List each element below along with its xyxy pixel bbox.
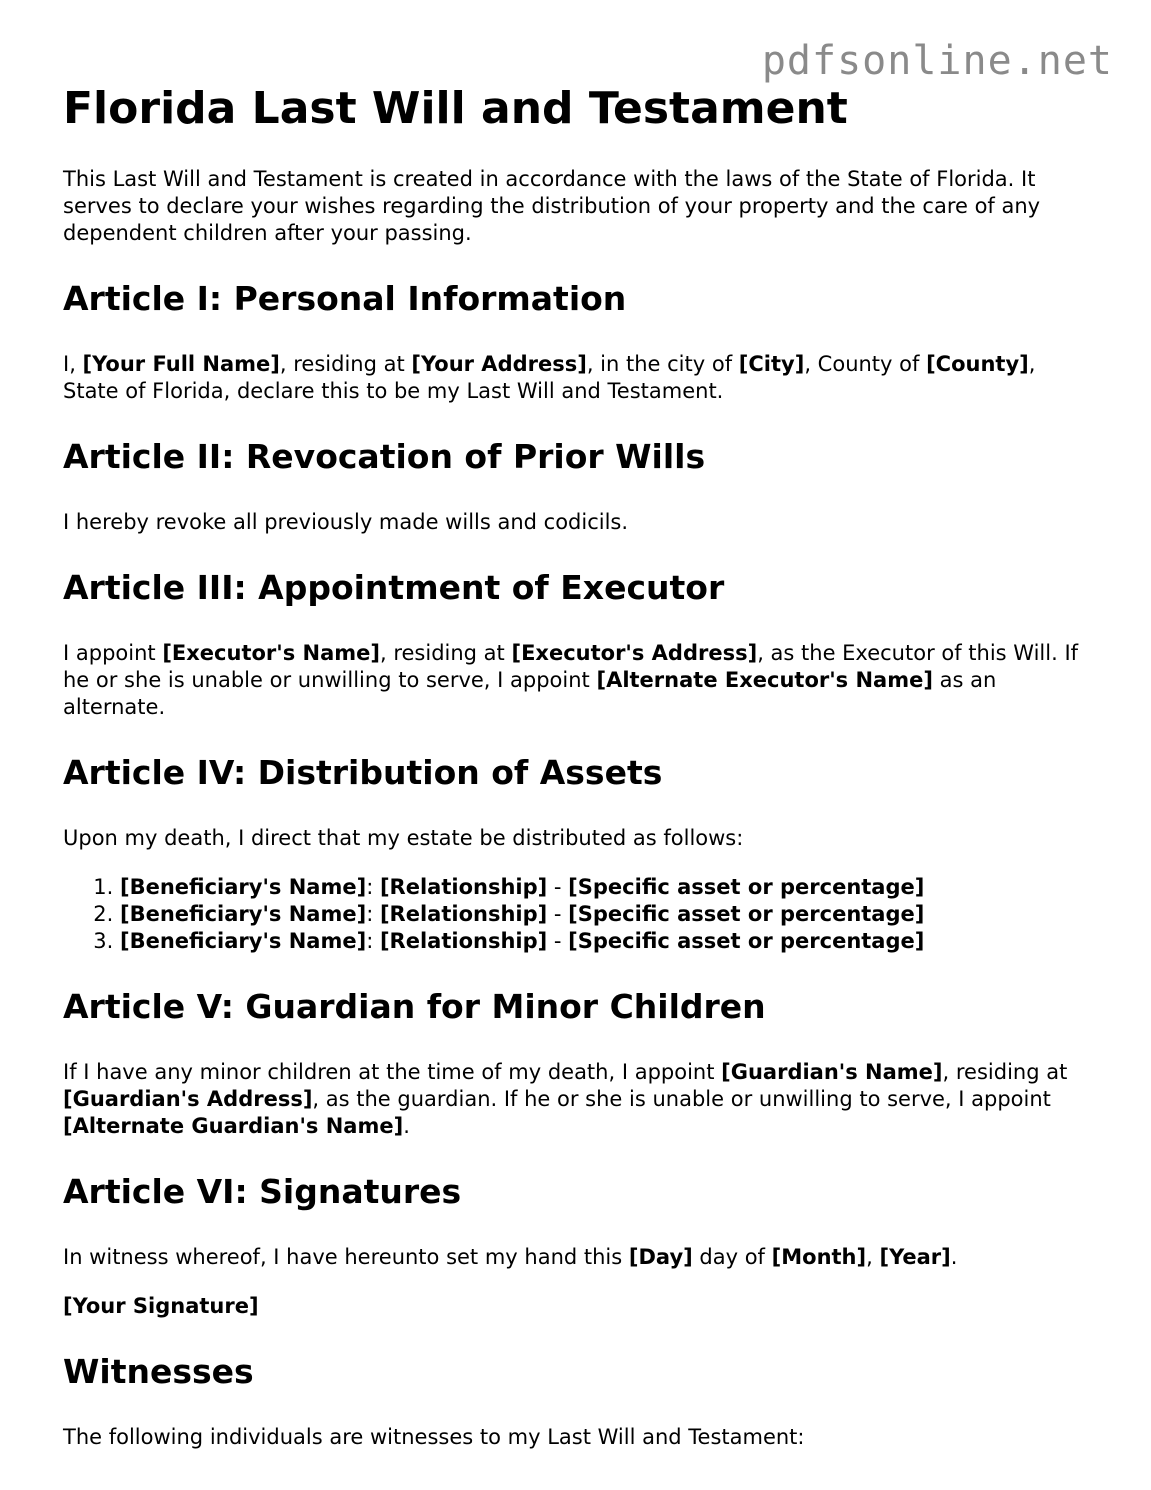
article-4-heading: Article IV: Distribution of Assets bbox=[63, 753, 663, 792]
article-2-text: I hereby revoke all previously made wills and codicils. bbox=[63, 510, 629, 534]
article-2-section bbox=[63, 437, 1093, 536]
article-3-text: I appoint [Executor's Name], residing at [Executor's Address], as the Executor of this Will. If he or she is unable or unwilling to serve, I appoint [Alternate Executor's Name] as an alternate. bbox=[63, 641, 1079, 719]
executor-name-placeholder: [Executor's Name] bbox=[162, 641, 380, 665]
article-1-section bbox=[63, 279, 1093, 405]
list-item: 2. [Beneficiary's Name]: [Relationship] - [Specific asset or percentage] bbox=[120, 901, 1093, 928]
witnesses-section bbox=[63, 1352, 1093, 1451]
article-3-heading: Article III: Appointment of Executor bbox=[63, 568, 725, 607]
article-5-section bbox=[63, 987, 1093, 1140]
list-item: 1. [Beneficiary's Name]: [Relationship] - [Specific asset or percentage] bbox=[120, 874, 1093, 901]
article-4-section bbox=[63, 753, 1093, 955]
article-3-section bbox=[63, 568, 1093, 721]
witnesses-heading: Witnesses bbox=[63, 1352, 254, 1391]
article-2-heading: Article II: Revocation of Prior Wills bbox=[63, 437, 706, 476]
alternate-guardian-placeholder: [Alternate Guardian's Name] bbox=[63, 1114, 404, 1138]
year-placeholder: [Year] bbox=[879, 1245, 951, 1269]
witnesses-text: The following individuals are witnesses to my Last Will and Testament: bbox=[63, 1425, 805, 1449]
article-5-heading: Article V: Guardian for Minor Children bbox=[63, 987, 766, 1026]
address-placeholder: [Your Address] bbox=[411, 352, 587, 376]
full-name-placeholder: [Your Full Name] bbox=[82, 352, 280, 376]
month-placeholder: [Month] bbox=[771, 1245, 867, 1269]
article-6-text: In witness whereof, I have hereunto set my hand this [Day] day of [Month], [Year]. bbox=[63, 1245, 958, 1269]
executor-address-placeholder: [Executor's Address] bbox=[511, 641, 758, 665]
article-1-heading: Article I: Personal Information bbox=[63, 279, 627, 318]
list-item: 3. [Beneficiary's Name]: [Relationship] - [Specific asset or percentage] bbox=[120, 928, 1093, 955]
guardian-name-placeholder: [Guardian's Name] bbox=[721, 1060, 943, 1084]
article-1-text: I, [Your Full Name], residing at [Your Address], in the city of [City], County of [County], State of Florida, declare this to be my Last Will and Testament. bbox=[63, 352, 1036, 403]
article-6-heading: Article VI: Signatures bbox=[63, 1172, 462, 1211]
article-5-text: If I have any minor children at the time of my death, I appoint [Guardian's Name], residing at [Guardian's Address], as the guardian. If he or she is unable or unwilling to serve, I appoint [Alternate Guardian's Name]. bbox=[63, 1060, 1068, 1138]
signature-line: [Your Signature] bbox=[63, 1294, 259, 1318]
intro-paragraph: This Last Will and Testament is created in accordance with the laws of the State of Florida. It serves to declare your wishes regarding the distribution of your property and the care of any dependent children after your passing. bbox=[63, 167, 1041, 245]
city-placeholder: [City] bbox=[738, 352, 805, 376]
county-placeholder: [County] bbox=[926, 352, 1029, 376]
article-6-section bbox=[63, 1172, 1093, 1320]
alternate-executor-placeholder: [Alternate Executor's Name] bbox=[596, 668, 933, 692]
guardian-address-placeholder: [Guardian's Address] bbox=[63, 1087, 313, 1111]
document-body bbox=[63, 84, 1093, 1451]
watermark: pdfsonline.net bbox=[761, 38, 1113, 84]
day-placeholder: [Day] bbox=[628, 1245, 693, 1269]
beneficiary-list bbox=[63, 874, 1093, 955]
article-4-text: Upon my death, I direct that my estate be distributed as follows: bbox=[63, 826, 744, 850]
document-title: Florida Last Will and Testament bbox=[63, 83, 848, 134]
